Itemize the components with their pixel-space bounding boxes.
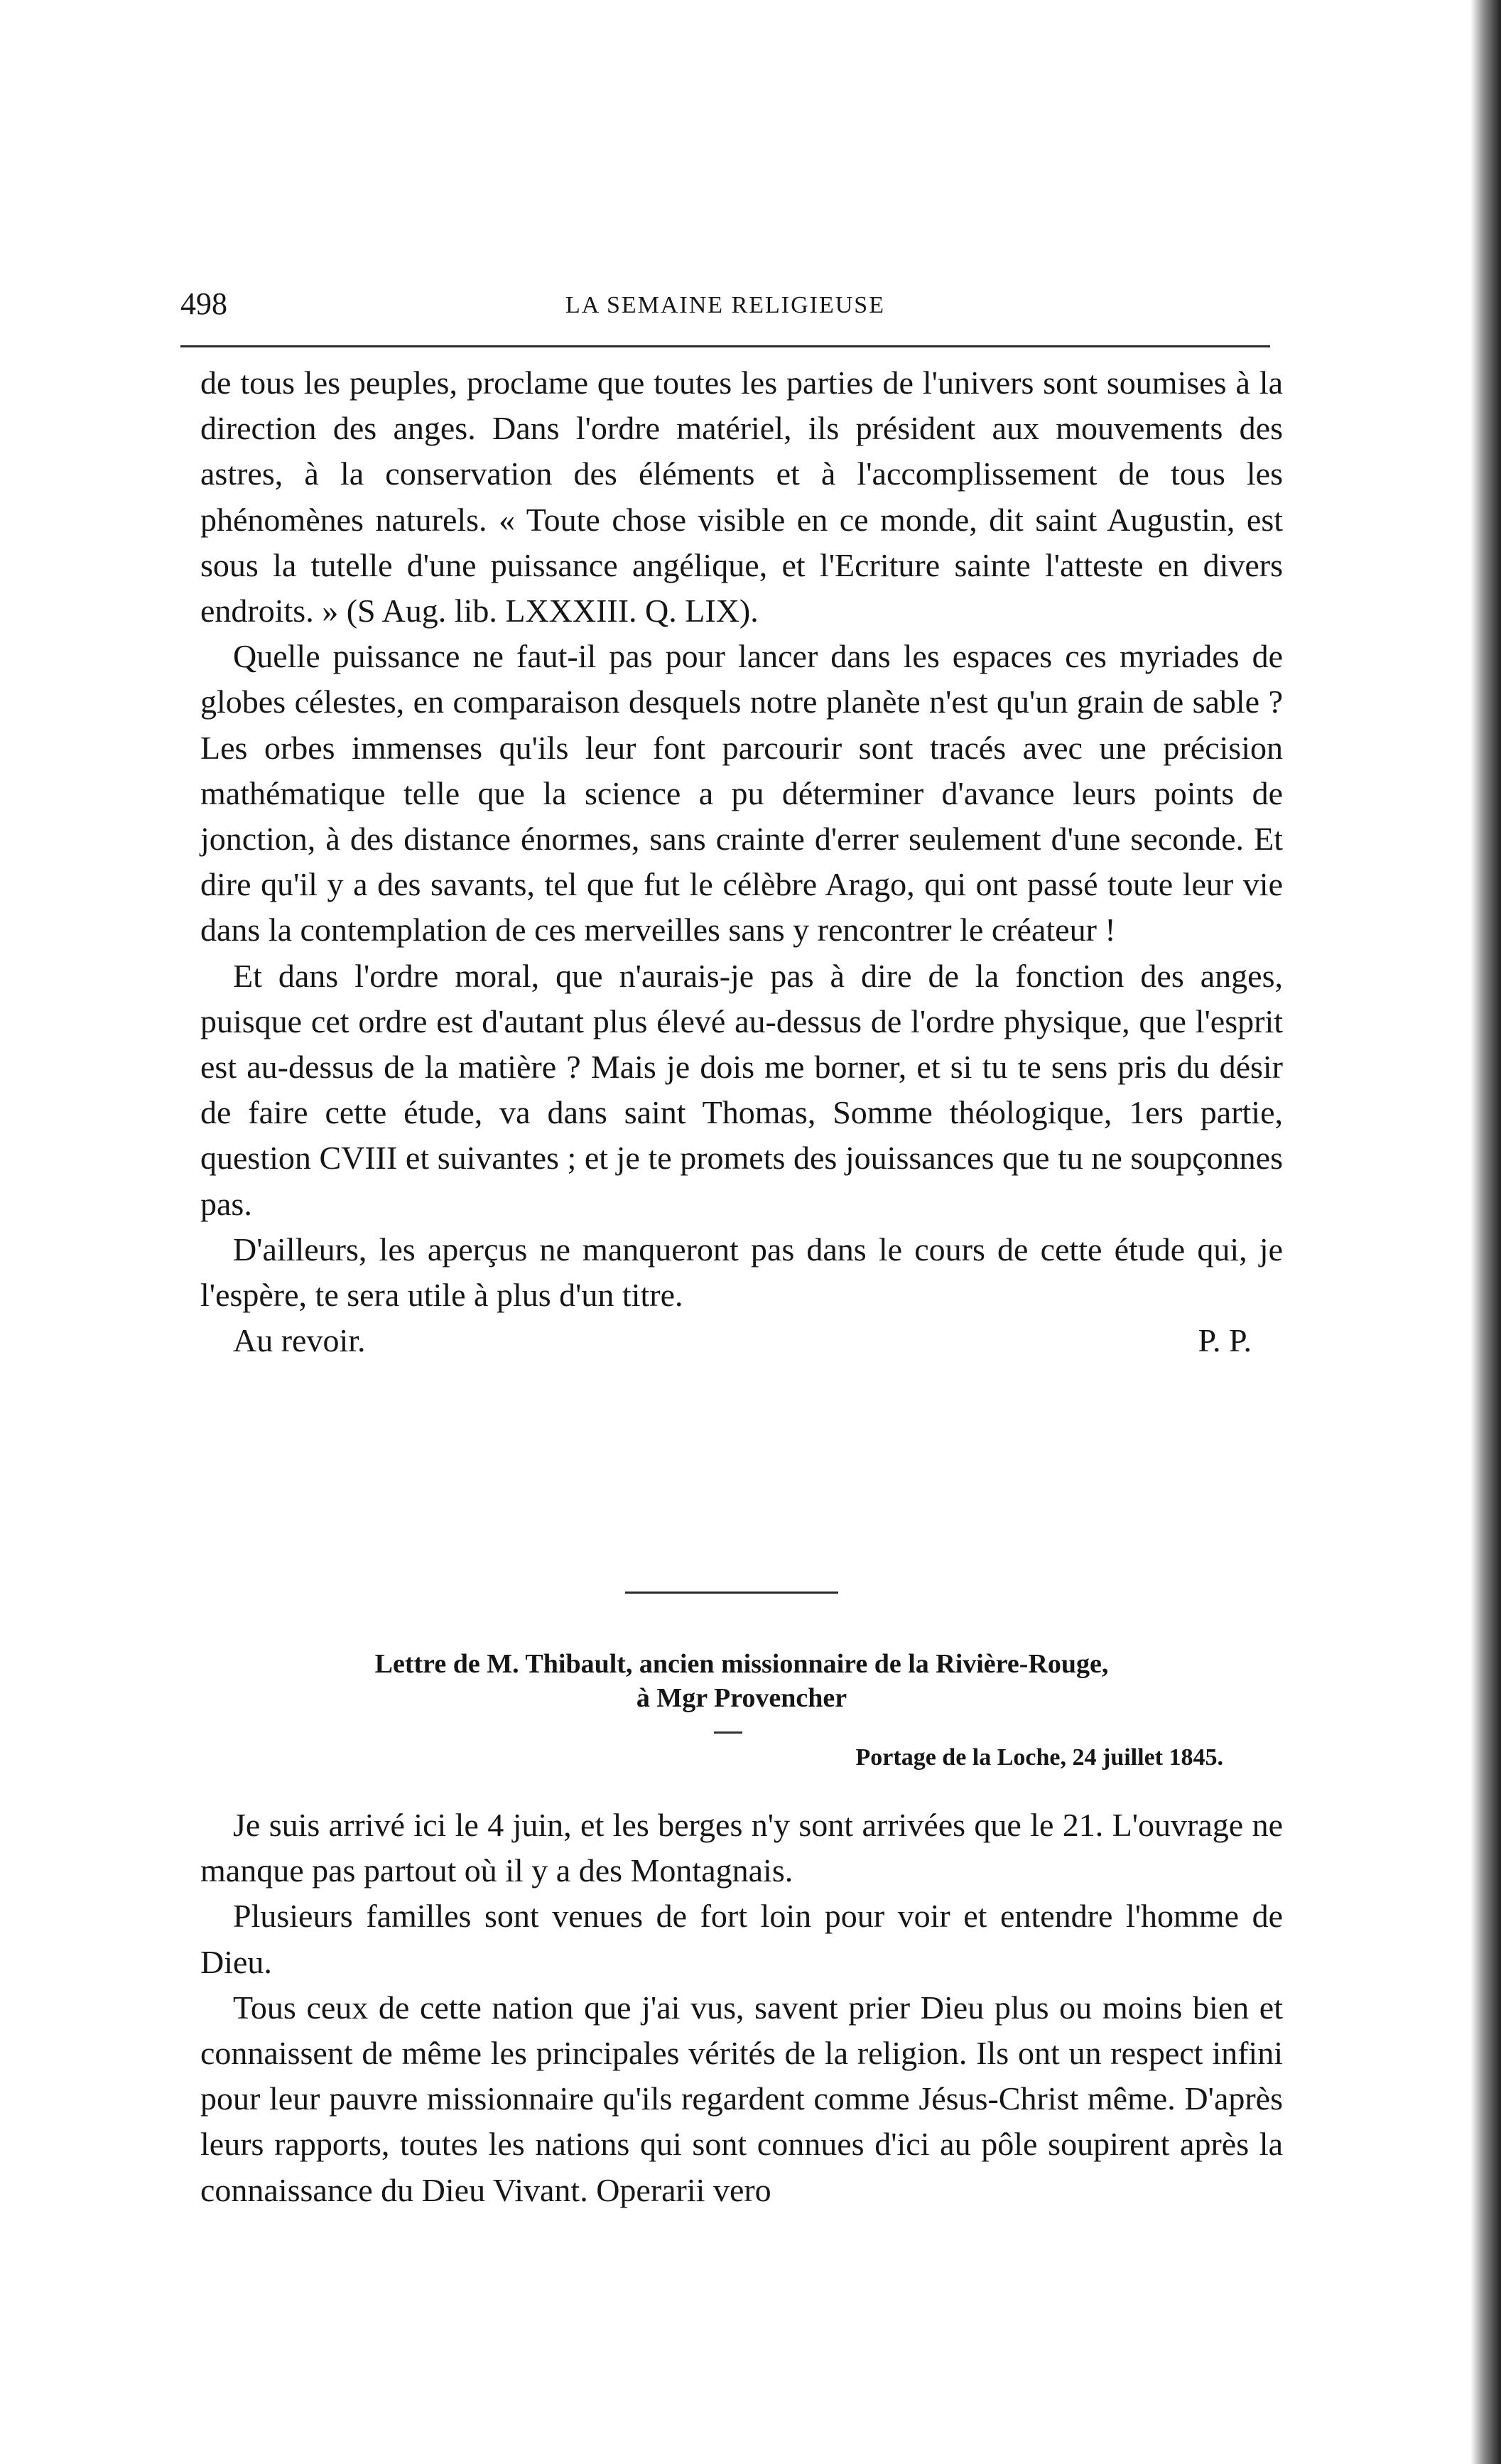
scan-edge-shadow (1470, 0, 1501, 2464)
letter-paragraph-3: Tous ceux de cette nation que j'ai vus, savent prier Dieu plus ou moins bien et connaissent de même les principales vérités de la religion. Ils ont un respect infini pour leur pauvre missionnaire qu'ils regardent comme Jésus-Christ même. D'après leurs rapports, toutes les nations qui sont connues d'ici au pôle soupirent après la connaissance du Dieu Vivant. Operarii vero (200, 1989, 1283, 2208)
paragraph-1: de tous les peuples, proclame que toutes les parties de l'univers sont soumises à la direction des anges. Dans l'ordre matériel, ils président aux mouvements des astres, à la conservation des éléments et à l'accomplissement de tous les phénomènes naturels. « Toute chose visible en ce monde, dit saint Augustin, est sous la tutelle d'une puissance angélique, et l'Ecriture sainte l'atteste en divers endroits. » (S Aug. lib. LXXXIII. Q. LIX). (200, 364, 1283, 629)
signature: P. P. (1198, 1322, 1252, 1359)
page-number: 498 (180, 286, 227, 321)
paragraph-3: Et dans l'ordre moral, que n'aurais-je pas à dire de la fonction des anges, puisque cet ordre est d'autant plus élevé au-dessus de l'ordre physique, que l'esprit est au-dessus de la matière ? Mais je dois me borner, et si tu te sens pris du désir de faire cette étude, va dans saint Thomas, Somme théologique, 1ers partie, question CVIII et suivantes ; et je te promets des jouissances que tu ne soupçonnes pas. (200, 957, 1283, 1222)
letter-title-line-1: Lettre de M. Thibault, ancien missionnaire de la Rivière-Rouge, (374, 1649, 1109, 1679)
running-title: LA SEMAINE RELIGIEUSE (565, 292, 885, 318)
closing-line (200, 1318, 1283, 1363)
letter-paragraph-2: Plusieurs familles sont venues de fort loin pour voir et entendre l'homme de Dieu. (200, 1898, 1283, 1980)
salutation: Au revoir. (233, 1322, 366, 1359)
section-divider (625, 1592, 838, 1594)
letter-title-line-2: à Mgr Provencher (636, 1683, 847, 1713)
header-rule (180, 345, 1270, 347)
dateline: Portage de la Loche, 24 juillet 1845. (855, 1744, 1223, 1771)
paragraph-4: D'ailleurs, les aperçus ne manqueront pas dans le cours de cette étude qui, je l'espère, te sera utile à plus d'un titre. (200, 1231, 1283, 1314)
title-dash (714, 1731, 742, 1734)
letter-body (200, 1803, 1283, 2213)
letter-title (200, 1647, 1283, 1715)
page-header (180, 283, 1270, 325)
letter-paragraph-1: Je suis arrivé ici le 4 juin, et les berges n'y sont arrivées que le 21. L'ouvrage ne manque pas partout où il y a des Montagnais. (200, 1807, 1283, 1889)
paragraph-2: Quelle puissance ne faut-il pas pour lancer dans les espaces ces myriades de globes célestes, en comparaison desquels notre planète n'est qu'un grain de sable ? Les orbes immenses qu'ils leur font parcourir sont tracés avec une précision mathématique telle que la science a pu déterminer d'avance leurs points de jonction, à des distance énormes, sans crainte d'errer seulement d'une seconde. Et dire qu'il y a des savants, tel que fut le célèbre Arago, qui ont passé toute leur vie dans la contemplation de ces merveilles sans y rencontrer le créateur ! (200, 638, 1283, 949)
article-body (200, 360, 1283, 1363)
